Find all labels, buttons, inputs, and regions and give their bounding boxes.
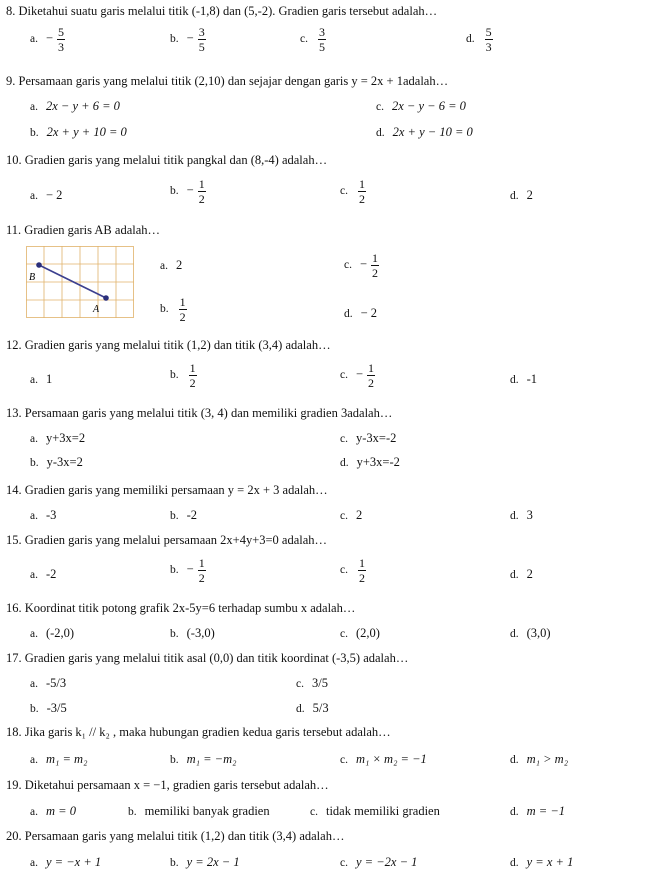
label-a: A — [93, 304, 100, 315]
q10-option-d[interactable]: d. 2 — [510, 188, 533, 202]
q11-option-c[interactable]: c. − $\frac{1}{2}$ — [344, 251, 379, 280]
question-17: 17. Gradien garis yang melalui titik asal (0,0) dan titik koordinat (-3,5) adalah… — [6, 651, 409, 665]
question-20: 20. Persamaan garis yang melalui titik (1,2) dan titik (3,4) adalah… — [6, 829, 345, 843]
question-16: 16. Koordinat titik potong grafik 2x-5y=6 terhadap sumbu x adalah… — [6, 601, 356, 615]
q13-option-d[interactable]: d. y+3x=-2 — [340, 455, 400, 469]
q13-option-b[interactable]: b. y-3x=2 — [30, 455, 83, 469]
q11-option-a[interactable]: a. 2 — [160, 258, 183, 272]
q19-option-d[interactable]: d. m = −1 — [510, 804, 566, 818]
q13-option-c[interactable]: c. y-3x=-2 — [340, 431, 397, 445]
q10-option-c[interactable]: c. $\frac{1}{2}$ — [340, 177, 365, 206]
q9-option-a[interactable]: a. 2x − y + 6 = 0 — [30, 99, 120, 113]
q11-grid-graph — [26, 246, 134, 318]
question-18: 18. Jika garis k₁ // k₂ , maka hubungan gradien kedua garis tersebut adalah… — [6, 725, 391, 739]
question-8: 8. Diketahui suatu garis melalui titik (-1,8) dan (5,-2). Gradien garis tersebut adalah… — [6, 4, 438, 18]
q17-option-b[interactable]: b. -3/5 — [30, 701, 67, 715]
q18-option-a[interactable]: a. m₁ = m₂ — [30, 752, 88, 766]
point-b — [36, 262, 42, 268]
q14-option-d[interactable]: d. 3 — [510, 508, 533, 522]
q19-option-b[interactable]: b. memiliki banyak gradien — [128, 804, 270, 818]
q12-option-b[interactable]: b. $\frac{1}{2}$ — [170, 361, 196, 390]
q14-option-b[interactable]: b. -2 — [170, 508, 198, 522]
q8-option-d[interactable]: d. $\frac{5}{3}$ — [466, 25, 492, 54]
question-10: 10. Gradien garis yang melalui titik pangkal dan (8,-4) adalah… — [6, 153, 328, 167]
q9-option-d[interactable]: d. 2x + y − 10 = 0 — [376, 125, 473, 139]
q15-option-b[interactable]: b. − $\frac{1}{2}$ — [170, 556, 205, 585]
q12-option-a[interactable]: a. 1 — [30, 372, 53, 386]
q15-option-d[interactable]: d. 2 — [510, 567, 533, 581]
q8-option-b[interactable]: b. − $\frac{3}{5}$ — [170, 25, 205, 54]
q18-option-c[interactable]: c. m₁ × m₂ = −1 — [340, 752, 427, 766]
q15-option-c[interactable]: c. $\frac{1}{2}$ — [340, 556, 365, 585]
q17-option-a[interactable]: a. -5/3 — [30, 676, 67, 690]
q14-option-a[interactable]: a. -3 — [30, 508, 57, 522]
label-b: B — [29, 272, 36, 283]
question-9: 9. Persamaan garis yang melalui titik (2,10) dan sejajar dengan garis y = 2x + 1adalah… — [6, 74, 449, 88]
question-11: 11. Gradien garis AB adalah… — [6, 223, 161, 237]
q20-option-c[interactable]: c. y = −2x − 1 — [340, 855, 418, 869]
question-14: 14. Gradien garis yang memiliki persamaan y = 2x + 3 adalah… — [6, 483, 328, 497]
q16-option-d[interactable]: d. (3,0) — [510, 626, 551, 640]
q17-option-c[interactable]: c. 3/5 — [296, 676, 328, 690]
question-12: 12. Gradien garis yang melalui titik (1,2) dan titik (3,4) adalah… — [6, 338, 331, 352]
point-a — [103, 295, 109, 301]
q16-option-a[interactable]: a. (-2,0) — [30, 626, 75, 640]
q14-option-c[interactable]: c. 2 — [340, 508, 363, 522]
question-13: 13. Persamaan garis yang melalui titik (3, 4) dan memiliki gradien 3adalah… — [6, 406, 393, 420]
q17-option-d[interactable]: d. 5/3 — [296, 701, 329, 715]
q9-option-c[interactable]: c. 2x − y − 6 = 0 — [376, 99, 466, 113]
q10-option-a[interactable]: a. − 2 — [30, 188, 63, 202]
q11-option-b[interactable]: b. $\frac{1}{2}$ — [160, 295, 186, 324]
q19-option-a[interactable]: a. m = 0 — [30, 804, 76, 818]
question-19: 19. Diketahui persamaan x = −1, gradien garis tersebut adalah… — [6, 778, 329, 792]
q13-option-a[interactable]: a. y+3x=2 — [30, 431, 86, 445]
q12-option-c[interactable]: c. − $\frac{1}{2}$ — [340, 361, 375, 390]
graph-grid — [26, 246, 134, 318]
line-ab — [39, 265, 106, 298]
q11-option-d[interactable]: d. − 2 — [344, 306, 378, 320]
q15-option-a[interactable]: a. -2 — [30, 567, 57, 581]
question-15: 15. Gradien garis yang melalui persamaan 2x+4y+3=0 adalah… — [6, 533, 328, 547]
q19-option-c[interactable]: c. tidak memiliki gradien — [310, 804, 440, 818]
q20-option-b[interactable]: b. y = 2x − 1 — [170, 855, 240, 869]
q12-option-d[interactable]: d. -1 — [510, 372, 538, 386]
q18-option-b[interactable]: b. m₁ = −m₂ — [170, 752, 237, 766]
q8-option-a[interactable]: a. − $\frac{5}{3}$ — [30, 25, 65, 54]
q8-option-c[interactable]: c. $\frac{3}{5}$ — [300, 25, 325, 54]
q20-option-d[interactable]: d. y = x + 1 — [510, 855, 574, 869]
q18-option-d[interactable]: d. m₁ > m₂ — [510, 752, 569, 766]
q16-option-b[interactable]: b. (-3,0) — [170, 626, 215, 640]
q9-option-b[interactable]: b. 2x + y + 10 = 0 — [30, 125, 127, 139]
q20-option-a[interactable]: a. y = −x + 1 — [30, 855, 102, 869]
q10-option-b[interactable]: b. − $\frac{1}{2}$ — [170, 177, 205, 206]
q16-option-c[interactable]: c. (2,0) — [340, 626, 380, 640]
